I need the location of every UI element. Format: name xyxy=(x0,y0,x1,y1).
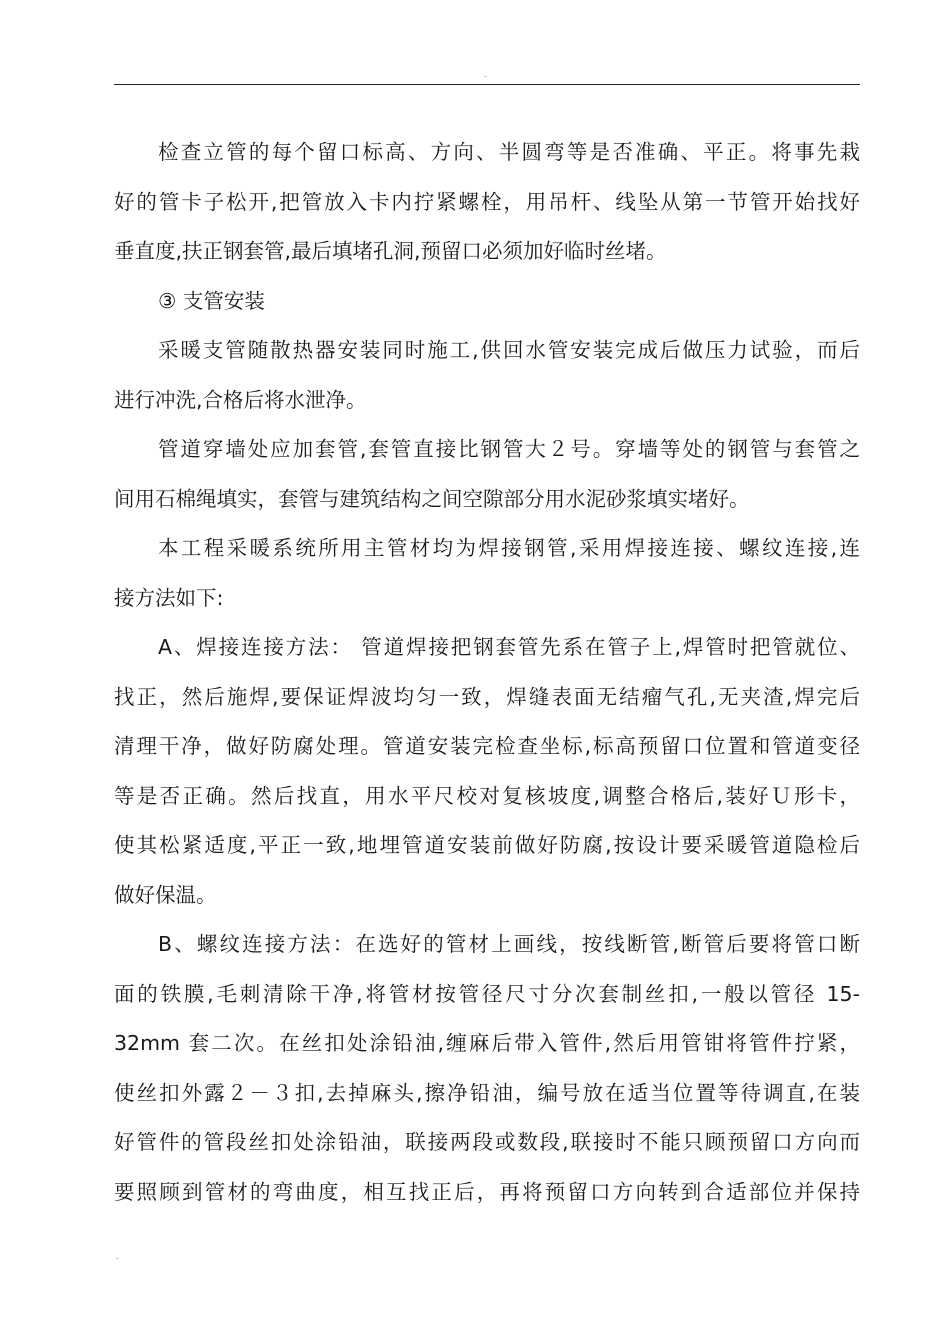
text-line: 间用石棉绳填实，套管与建筑结构之间空隙部分用水泥砂浆填实堵好。 xyxy=(114,486,750,511)
text-line: 好管件的管段丝扣处涂铅油，联接两段或数段,联接时不能只顾预留口方向而 xyxy=(114,1130,860,1154)
text-line: 面的铁膜,毛刺清除干净,将管材按管径尺寸分次套制丝扣,一般以管径 15- xyxy=(114,981,860,1006)
text-line: A、焊接连接方法： 管道焊接把钢套管先系在管子上,焊管时把管就位、 xyxy=(158,635,860,659)
text-line: 使其松紧适度,平正一致,地埋管道安装前做好防腐,按设计要采暖管道隐检后 xyxy=(114,833,860,857)
text-line: 等是否正确。然后找直，用水平尺校对复核坡度,调整合格后,装好Ｕ形卡， xyxy=(114,783,860,808)
footer-mark: . xyxy=(116,1252,119,1261)
text-line: 垂直度,扶正钢套管,最后填堵孔洞,预留口必须加好临时丝堵。 xyxy=(114,239,667,263)
text-line: 检查立管的每个留口标高、方向、半圆弯等是否准确、平正。将事先栽 xyxy=(158,140,860,164)
text-line: 接方法如下: xyxy=(114,585,224,610)
header-rule xyxy=(114,84,860,85)
text-line: 采暖支管随散热器安装同时施工,供回水管安装完成后做压力试验，而后 xyxy=(158,338,860,362)
text-line: 找正，然后施焊,要保证焊波均匀一致，焊缝表面无结瘤气孔,无夹渣,焊完后 xyxy=(114,684,860,709)
section-heading: ③ 支管安装 xyxy=(158,288,265,313)
text-line: 管道穿墙处应加套管,套管直接比钢管大２号。穿墙等处的钢管与套管之 xyxy=(158,437,860,461)
text-line: 清理干净，做好防腐处理。管道安装完检查坐标,标高预留口位置和管道变径 xyxy=(114,734,860,758)
header-mark: . xyxy=(484,70,487,79)
text-line: 32mm 套二次。在丝扣处涂铅油,缠麻后带入管件,然后用管钳将管件拧紧， xyxy=(114,1031,860,1055)
text-line: 做好保温。 xyxy=(114,882,217,907)
document-body xyxy=(114,128,860,1217)
text-line: 使丝扣外露２－３扣,去掉麻头,擦净铅油，编号放在适当位置等待调直,在装 xyxy=(114,1080,860,1105)
text-line: B、螺纹连接方法：在选好的管材上画线，按线断管,断管后要将管口断 xyxy=(158,932,860,956)
text-line: 本工程采暖系统所用主管材均为焊接钢管,采用焊接连接、螺纹连接,连 xyxy=(158,536,860,560)
text-line: 要照顾到管材的弯曲度，相互找正后，再将预留口方向转到合适部位并保持 xyxy=(114,1179,860,1204)
text-line: 好的管卡子松开,把管放入卡内拧紧螺栓，用吊杆、线坠从第一节管开始找好 xyxy=(114,189,860,214)
text-line: 进行冲洗,合格后将水泄净。 xyxy=(114,387,367,412)
